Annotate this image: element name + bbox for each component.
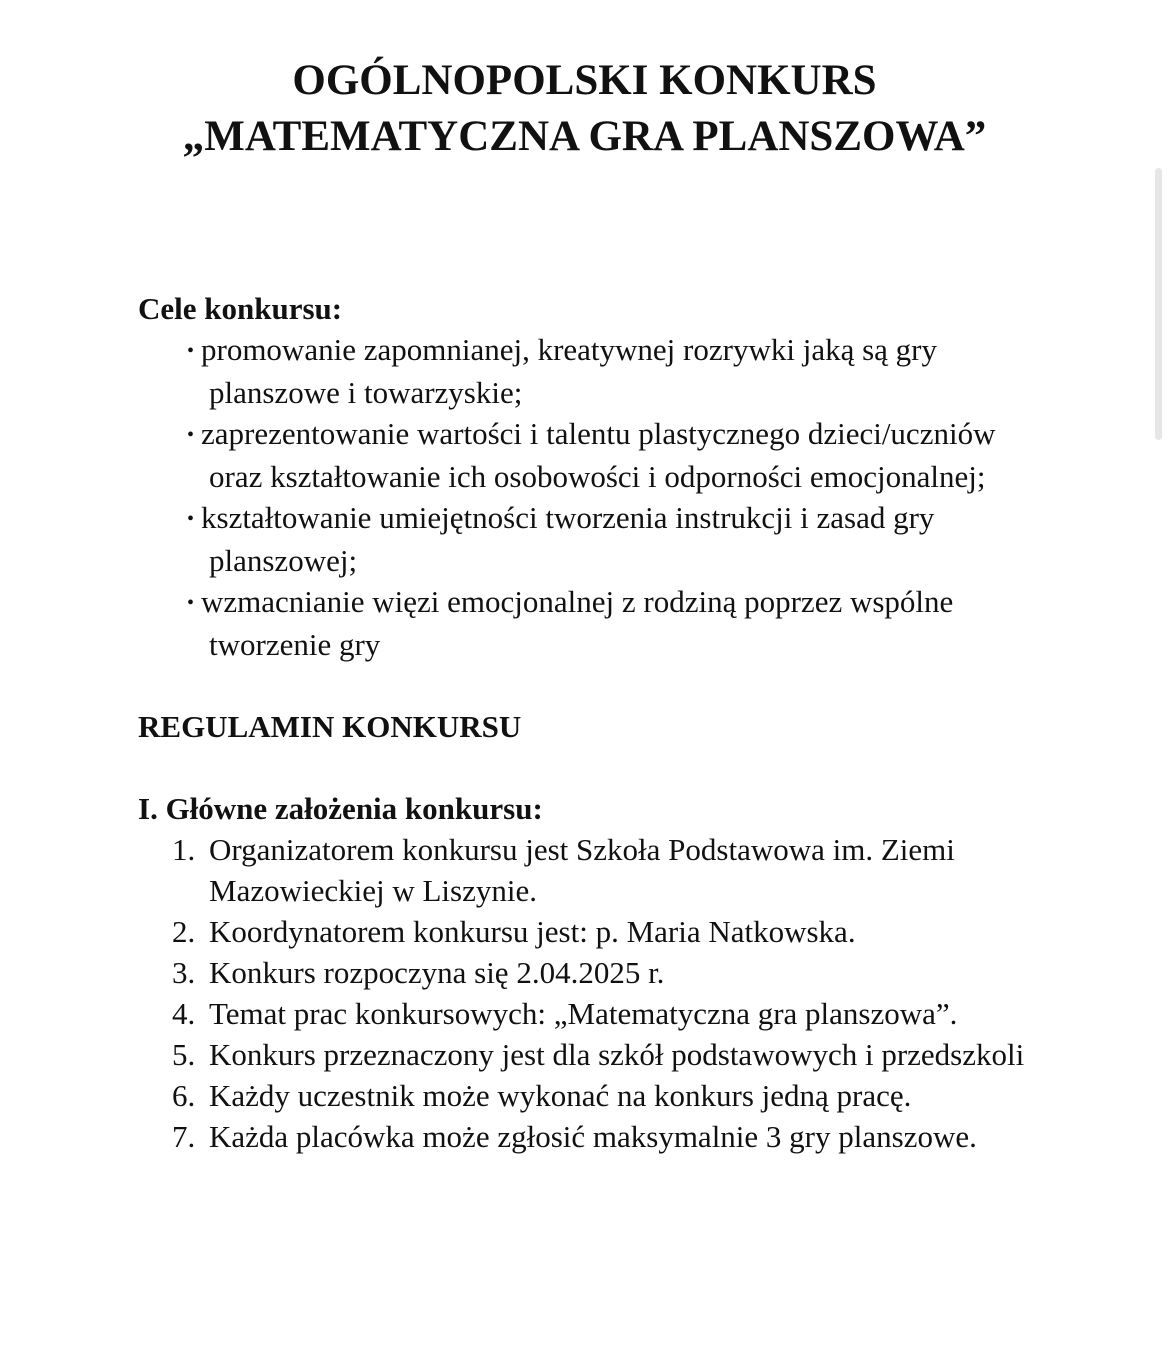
item-number: 3.: [172, 955, 196, 990]
document-title: [0, 53, 1169, 165]
list-item: [138, 1116, 1038, 1157]
list-item-text: promowanie zapomnianej, kreatywnej rozrywki jaką są gry planszowe i towarzyskie;: [201, 332, 937, 410]
list-item-text: Każdy uczestnik może wykonać na konkurs jedną pracę.: [209, 1078, 912, 1113]
item-number: 5.: [172, 1037, 196, 1072]
list-item: [138, 829, 1038, 911]
list-item-text: Konkurs przeznaczony jest dla szkół podstawowych i przedszkoli: [209, 1037, 1025, 1072]
list-item-text: wzmacnianie więzi emocjonalnej z rodziną poprzez wspólne tworzenie gry: [201, 584, 954, 662]
document-body: [138, 288, 1038, 1157]
item-number: 6.: [172, 1078, 196, 1113]
list-item: [138, 329, 1038, 413]
section-1-heading: I. Główne założenia konkursu:: [138, 791, 543, 826]
list-item: [138, 993, 1038, 1034]
title-line-1: OGÓLNOPOLSKI KONKURS: [292, 57, 877, 104]
item-number: 2.: [172, 914, 196, 949]
list-item: [138, 911, 1038, 952]
list-item-text: Koordynatorem konkursu jest: p. Maria Natkowska.: [209, 914, 856, 949]
list-item: [138, 1075, 1038, 1116]
list-item: [138, 581, 1038, 665]
list-item: [138, 952, 1038, 993]
bullet-icon: •: [187, 424, 195, 446]
item-number: 1.: [172, 832, 196, 867]
list-item: [138, 413, 1038, 497]
list-item-text: Konkurs rozpoczyna się 2.04.2025 r.: [209, 955, 665, 990]
list-item: [138, 497, 1038, 581]
bullet-icon: •: [187, 508, 195, 530]
goals-list: [138, 329, 1038, 665]
list-item-text: zaprezentowanie wartości i talentu plastycznego dzieci/uczniów oraz kształtowanie ich osobowości i odporności emocjonalnej;: [201, 416, 996, 494]
spacer: [138, 747, 1038, 788]
section-1-list: [138, 829, 1038, 1157]
item-number: 7.: [172, 1119, 196, 1154]
bullet-icon: •: [187, 592, 195, 614]
item-number: 4.: [172, 996, 196, 1031]
spacer: [138, 665, 1038, 706]
scrollbar[interactable]: [1155, 168, 1162, 440]
list-item-text: Temat prac konkursowych: „Matematyczna gra planszowa”.: [209, 996, 958, 1031]
regulamin-heading: REGULAMIN KONKURSU: [138, 709, 522, 744]
goals-heading: Cele konkursu:: [138, 291, 343, 326]
list-item-text: Organizatorem konkursu jest Szkoła Podstawowa im. Ziemi Mazowieckiej w Liszynie.: [209, 832, 955, 908]
list-item: [138, 1034, 1038, 1075]
bullet-icon: •: [187, 340, 195, 362]
title-line-2: „MATEMATYCZNA GRA PLANSZOWA”: [182, 113, 987, 160]
list-item-text: Każda placówka może zgłosić maksymalnie 3 gry planszowe.: [209, 1119, 977, 1154]
list-item-text: kształtowanie umiejętności tworzenia instrukcji i zasad gry planszowej;: [201, 500, 935, 578]
